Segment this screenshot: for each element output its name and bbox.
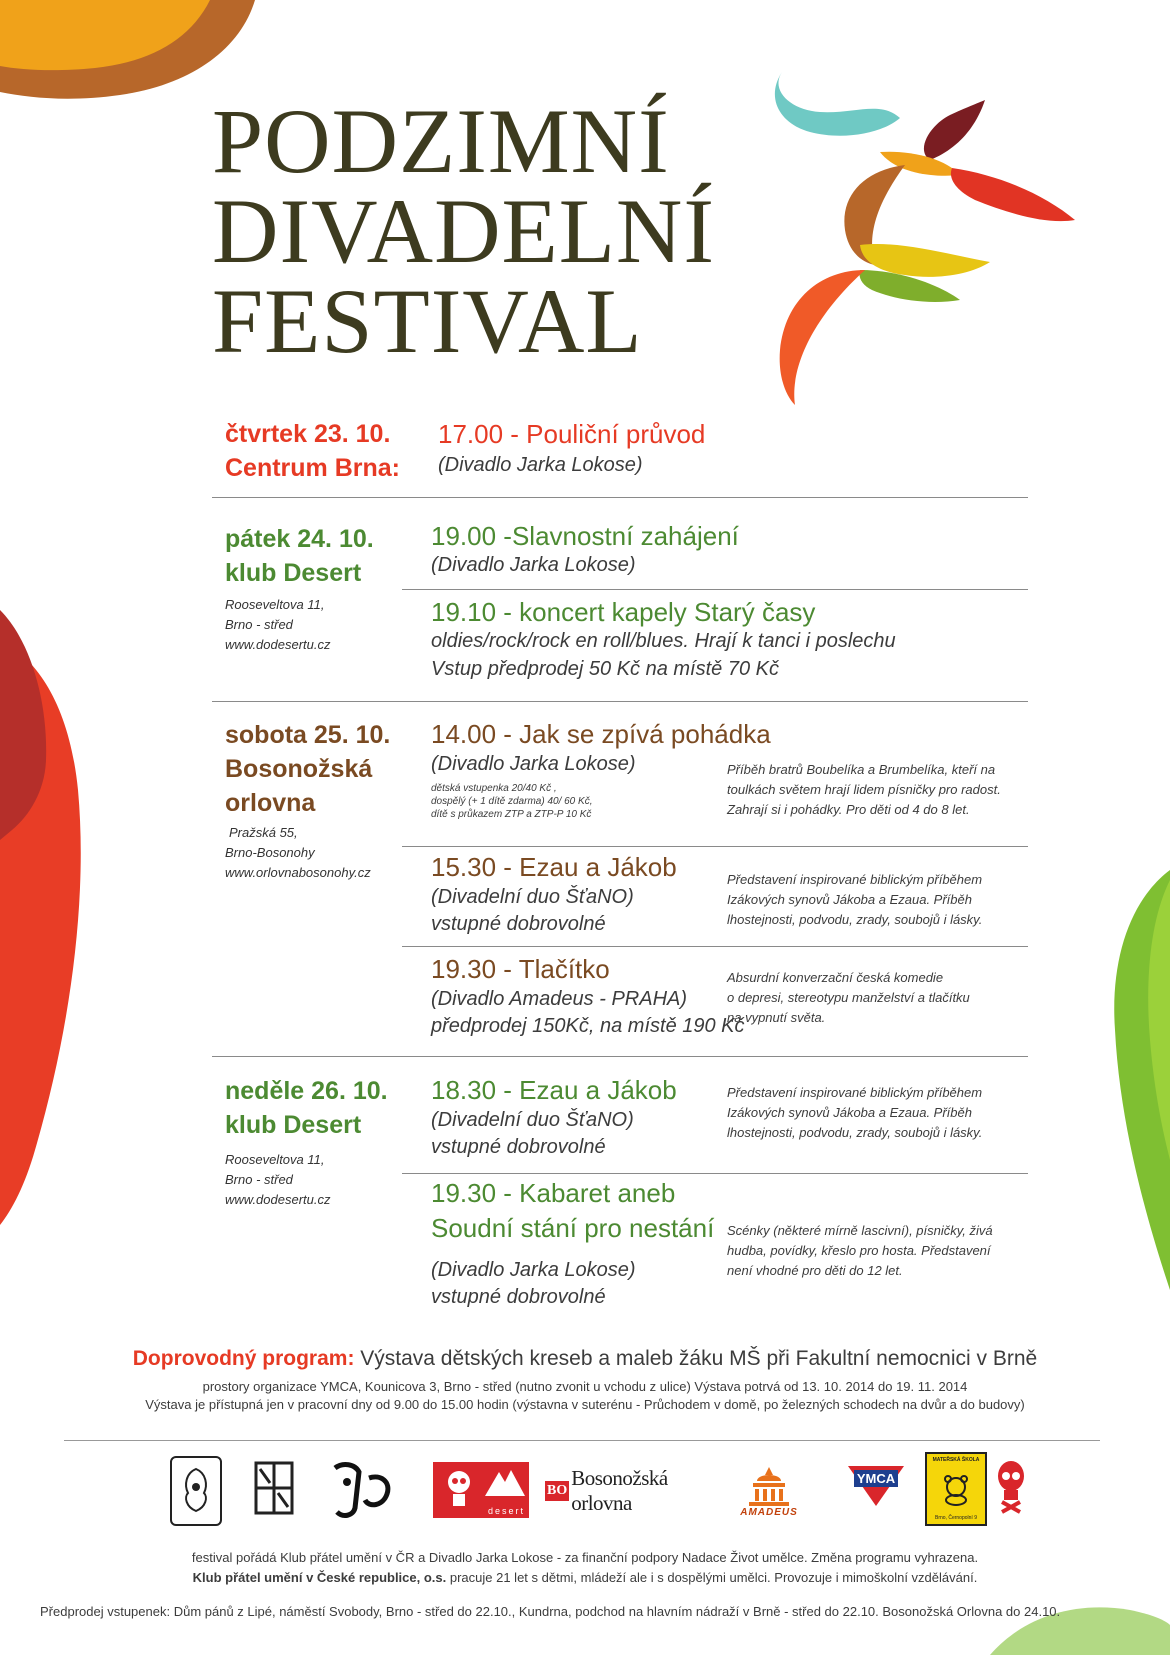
- event-description: [727, 760, 1001, 820]
- club-description: pracuje 21 let s dětmi, mládeží ale i s dospělými umělci. Provozuje i mimoškolní vzdělávání.: [446, 1570, 978, 1585]
- divider: [212, 1056, 1028, 1057]
- divider: [402, 1173, 1028, 1174]
- desc-line: hudba, povídky, křeslo pro hosta. Představení: [727, 1243, 991, 1258]
- address-web: www.orlovnabosonohy.cz: [225, 865, 371, 880]
- event-title: 17.00 - Pouliční průvod: [438, 419, 706, 449]
- materska-skola-logo: [925, 1452, 987, 1526]
- day-thursday-date: čtvrtek 23. 10.: [225, 420, 391, 448]
- address-line: Brno - střed: [225, 617, 293, 632]
- footer-organizer: festival pořádá Klub přátel umění v ČR a Divadlo Jarka Lokose - za finanční podpory Nadace Život umělce. Změna programu vyhrazena.: [191, 1550, 979, 1565]
- event-description: [727, 870, 982, 930]
- ms-title: MATEŘSKÁ ŠKOLA: [932, 1457, 980, 1463]
- divider: [64, 1440, 1100, 1441]
- amadeus-text: AMADEUS: [740, 1506, 798, 1518]
- bosonozska-orlovna-logo: [545, 1466, 729, 1515]
- divider: [212, 701, 1028, 702]
- day-saturday-date: sobota 25. 10.: [225, 721, 391, 749]
- bo-mark: BO: [545, 1481, 569, 1501]
- desc-line: Představení inspirované biblickým příběhem: [727, 872, 983, 887]
- event-title: 19.30 - Kabaret aneb: [431, 1178, 676, 1208]
- desc-line: Představení inspirované biblickým příběhem: [727, 1085, 983, 1100]
- desc-line: Izákových synovů Jákoba a Ezaua. Příběh: [727, 892, 972, 907]
- address-line: Rooseveltova 11,: [225, 1152, 325, 1167]
- divider: [402, 589, 1028, 590]
- desc-line: Absurdní konverzační česká komedie: [727, 970, 944, 985]
- desc-line: Zahrají si i pohádky. Pro děti od 4 do 8 let.: [727, 802, 970, 817]
- skull-logo: [996, 1458, 1026, 1520]
- desert-logo-text: desert: [487, 1506, 525, 1516]
- venue-address: [225, 1150, 331, 1210]
- nadace-zivot-umelce-logo: [170, 1456, 222, 1526]
- event-subtitle: oldies/rock/rock en roll/blues. Hrají k tanci i poslechu: [431, 630, 896, 652]
- ymca-logo: [844, 1462, 908, 1508]
- event-description: [727, 1221, 993, 1281]
- desc-line: Scénky (některé mírně lascivní), písničky, živá: [727, 1223, 993, 1238]
- event-subtitle: vstupné dobrovolné: [431, 1286, 606, 1308]
- event-title: 19.30 - Tlačítko: [431, 954, 610, 984]
- footer-club-info: [0, 1569, 1170, 1587]
- event-title: 19.00 -Slavnostní zahájení: [431, 521, 739, 551]
- day-friday-venue: klub Desert: [225, 559, 362, 587]
- event-subtitle: (Divadlo Jarka Lokose): [431, 1259, 636, 1281]
- price-line: dětská vstupenka 20/40 Kč ,: [431, 783, 557, 794]
- venue-address: [225, 595, 331, 655]
- title-line-2: DIVADELNÍ: [212, 180, 716, 282]
- address-web: www.dodesertu.cz: [225, 637, 331, 652]
- event-title: 14.00 - Jak se zpívá pohádka: [431, 719, 771, 749]
- event-title: 15.30 - Ezau a Jákob: [431, 852, 677, 882]
- day-sunday-date: neděle 26. 10.: [225, 1077, 388, 1105]
- address-line: Pražská 55,: [229, 825, 298, 840]
- event-title: 19.10 - koncert kapely Starý časy: [431, 597, 816, 627]
- ticket-prices: [431, 782, 592, 821]
- desc-line: lhostejnosti, podvodu, zrady, soubojů i lásky.: [727, 912, 983, 927]
- day-saturday-venue: Bosonožská: [225, 755, 373, 783]
- festival-title: [212, 90, 716, 372]
- event-subtitle: předprodej 150Kč, na místě 190 Kč: [431, 1015, 745, 1037]
- day-saturday-venue: orlovna: [225, 789, 316, 817]
- event-subtitle: (Divadlo Jarka Lokose): [431, 554, 636, 576]
- program-details-1: prostory organizace YMCA, Kounicova 3, Brno - střed (nutno zvonit u vchodu z ulice) Výstava potrvá od 13. 10. 2014 do 19. 11. 2014: [202, 1379, 968, 1394]
- event-description: [727, 1083, 982, 1143]
- desc-line: toulkách světem hrají lidem písničky pro radost.: [727, 782, 1001, 797]
- event-subtitle: (Divadlo Amadeus - PRAHA): [431, 988, 688, 1010]
- desc-line: Příběh bratrů Boubelíka a Brumbelíka, kteří na: [727, 762, 996, 777]
- program-heading: [0, 1345, 1170, 1373]
- title-line-1: PODZIMNÍ: [212, 90, 670, 192]
- address-web: www.dodesertu.cz: [225, 1192, 331, 1207]
- event-subtitle: (Divadelní duo ŠťaNO): [431, 1109, 634, 1131]
- desc-line: na vypnutí světa.: [727, 1010, 826, 1025]
- event-subtitle: vstupné dobrovolné: [431, 1136, 606, 1158]
- amadeus-logo: [736, 1460, 802, 1522]
- program-text: Výstava dětských kreseb a maleb žáku MŠ při Fakultní nemocnici v Brně: [354, 1347, 1038, 1370]
- divider: [402, 946, 1028, 947]
- program-details-2: Výstava je přístupná jen v pracovní dny od 9.00 do 15.00 hodin (výstavna v suterénu - Průchodem v domě, po železných schodech na dvůr a do budovy): [145, 1397, 1025, 1412]
- event-subtitle: vstupné dobrovolné: [431, 913, 606, 935]
- desc-line: lhostejnosti, podvodu, zrady, soubojů i lásky.: [727, 1125, 983, 1140]
- desc-line: Izákových synovů Jákoba a Ezaua. Příběh: [727, 1105, 972, 1120]
- event-subtitle: (Divadlo Jarka Lokose): [438, 454, 643, 476]
- desc-line: o depresi, stereotypu manželství a tlačítku: [727, 990, 970, 1005]
- day-thursday-venue: Centrum Brna:: [225, 454, 401, 482]
- divider: [402, 846, 1028, 847]
- address-line: Brno-Bosonohy: [225, 845, 315, 860]
- klub-pratel-umeni-logo: [252, 1455, 296, 1521]
- address-line: Rooseveltova 11,: [225, 597, 325, 612]
- event-subtitle: Vstup předprodej 50 Kč na místě 70 Kč: [431, 658, 779, 680]
- ms-address: Brno, Černopolní 9: [935, 1515, 977, 1521]
- club-name: Klub přátel umění v České republice, o.s.: [192, 1570, 447, 1585]
- venue-address: [225, 823, 371, 883]
- title-line-3: FESTIVAL: [212, 270, 643, 372]
- price-line: dospělý (+ 1 dítě zdarma) 40/ 60 Kč,: [431, 796, 593, 807]
- day-sunday-venue: klub Desert: [225, 1111, 362, 1139]
- event-subtitle: (Divadlo Jarka Lokose): [431, 753, 636, 775]
- desert-club-logo: [433, 1462, 529, 1518]
- bosonozska-text: Bosonožská orlovna: [571, 1466, 668, 1515]
- program-label: Doprovodný program:: [132, 1347, 355, 1370]
- desc-line: není vhodné pro děti do 12 let.: [727, 1263, 903, 1278]
- ymca-text: YMCA: [854, 1470, 898, 1487]
- day-friday-date: pátek 24. 10.: [225, 525, 374, 553]
- event-title: Soudní stání pro nestání: [431, 1213, 715, 1243]
- footer-presale: Předprodej vstupenek: Dům pánů z Lipé, náměstí Svobody, Brno - střed do 22.10., Kundrna, podchod na hlavním nádraží v Brně - střed do 22.10. Bosonožská Orlovna do 24.10.: [40, 1604, 1061, 1619]
- event-subtitle: (Divadelní duo ŠťaNO): [431, 886, 634, 908]
- address-line: Brno - střed: [225, 1172, 293, 1187]
- event-description: [727, 968, 970, 1028]
- divider: [212, 497, 1028, 498]
- divadlo-jarka-lokose-logo: [325, 1458, 405, 1522]
- event-title: 18.30 - Ezau a Jákob: [431, 1075, 677, 1105]
- price-line: dítě s průkazem ZTP a ZTP-P 10 Kč: [431, 809, 592, 820]
